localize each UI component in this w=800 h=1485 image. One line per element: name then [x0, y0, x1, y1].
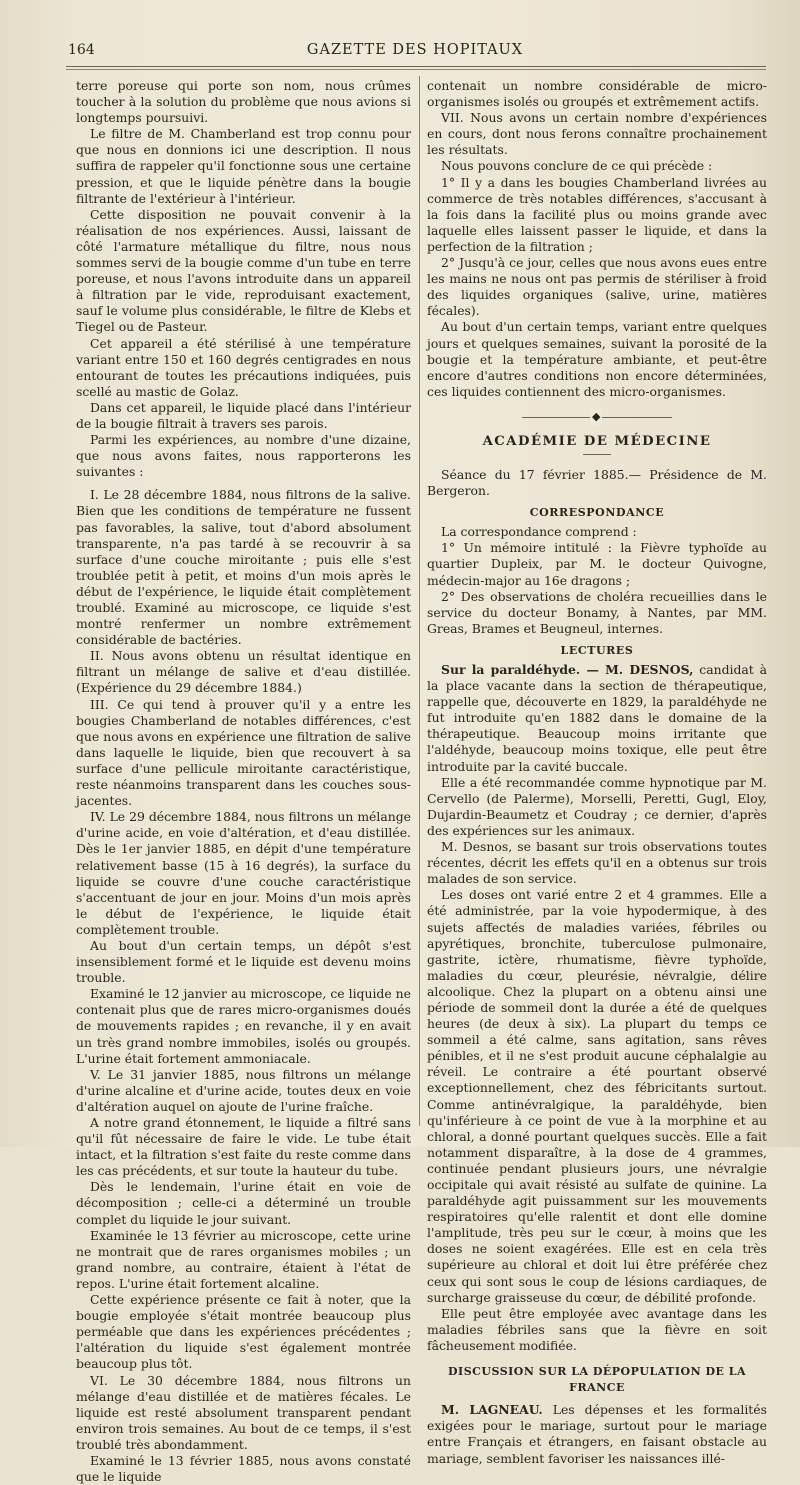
- paraldehyde-paragraph: Les doses ont varié entre 2 et 4 grammes. Elle a été administrée, par la voie hypodermique, à des sujets affectés de maladies variées, fébriles ou apyrétiques, bronchite, tuberculose pulmonaire, gastrite, ictère, rhumatisme, fièvre typhoïde, maladies du cœur, pleurésie, névralgie, délire alcoolique. Chez la plupart on a obtenu ainsi une période de sommeil dont la durée a été de quelques heures (de deux à six). La plupart du temps ce sommeil a été calme, sans agitation, sans rêves pénibles, et il ne s'est produit aucune céphalalgie au réveil. Le contraire a été pourtant observé exceptionnellement, chez des fébricitants surtout. Comme antinévralgique, la paraldéhyde, bien qu'inférieure à ce point de vue à la morphine et au chloral, a donné pourtant quelques succès. Elle a fait notamment disparaître, à la dose de 4 grammes, continuée pendant plusieurs jours, une névralgie occipitale qui avait résisté au sulfate de quinine. La paraldéhyde agit puissamment sur les mouvements respiratoires qu'elle ralentit et dont elle domine l'amplitude, très peu sur le cœur, à moins que les doses ne soient exagérées. Elle est en cela très supérieure au chloral et doit lui être préférée chez ceux qui sont sous le coup de lésions cardiaques, de surcharge graisseuse du cœur, de débilité profonde.: [427, 887, 767, 1305]
- paraldehyde-runin: Sur la paraldéhyde. — M. DESNOS,: [441, 662, 694, 677]
- article-paragraph: Au bout d'un certain temps, variant entre quelques jours et quelques semaines, suivant la porosité de la bougie et la température ambiante, et peut-être encore d'autres conditions non encore déterminées, ces liquides contiennent des micro-organismes.: [427, 319, 767, 399]
- paraldehyde-paragraph: M. Desnos, se basant sur trois observations toutes récentes, décrit les effets qu'il en a obtenus sur trois malades de son service.: [427, 839, 767, 887]
- paraldehyde-paragraph: [427, 662, 767, 775]
- article-paragraph: Examiné le 12 janvier au microscope, ce liquide ne contenait plus que de rares micro-organismes doués de mouvements rapides ; en revanche, il y en avait un très grand nombre immobiles, isolés ou groupés. L'urine était fortement ammoniacale.: [76, 986, 411, 1066]
- right-column-intro: [427, 78, 767, 400]
- article-paragraph: terre poreuse qui porte son nom, nous crûmes toucher à la solution du problème que nous avions si longtemps poursuivi.: [76, 78, 411, 126]
- article-paragraph: Le filtre de M. Chamberland est trop connu pour que nous en donnions ici une description. Il nous suffira de rappeler qu'il fonctionne sous une certaine pression, et que le liquide pénètre dans la bougie filtrante de l'extérieur à l'intérieur.: [76, 126, 411, 206]
- article-paragraph: Cette disposition ne pouvait convenir à la réalisation de nos expériences. Aussi, laissant de côté l'armature métallique du filtre, nous nous sommes servi de la bougie comme d'un tube en terre poreuse, et nous l'avons introduite dans un appareil à filtration par le vide, reproduisant exactement, sauf le volume plus considérable, le filtre de Klebs et Tiegel ou de Pasteur.: [76, 206, 411, 335]
- article-paragraph: Cette expérience présente ce fait à noter, que la bougie employée s'était montrée beaucoup plus perméable que dans les expériences précédentes ; l'altération du liquide s'est également montrée beaucoup plus tôt.: [76, 1292, 411, 1372]
- column-divider: [419, 76, 420, 1126]
- article-paragraph: Examinée le 13 février au microscope, cette urine ne montrait que de rares organismes mobiles ; un grand nombre, au contraire, étaient à l'état de repos. L'urine était fortement alcaline.: [76, 1227, 411, 1291]
- article-paragraph: Dès le lendemain, l'urine était en voie de décomposition ; celle-ci a déterminé un trouble complet du liquide le jour suivant.: [76, 1179, 411, 1227]
- discussion-heading: DISCUSSION SUR LA DÉPOPULATION DE LA FRANCE: [448, 1365, 746, 1395]
- article-paragraph: Dans cet appareil, le liquide placé dans l'intérieur de la bougie filtrait à travers ses parois.: [76, 399, 411, 431]
- article-paragraph: A notre grand étonnement, le liquide a filtré sans qu'il fût nécessaire de faire le vide. Le tube était intact, et la filtration s'est faite du reste comme dans les cas précédents, et sur toute la hauteur du tube.: [76, 1115, 411, 1179]
- correspondance-heading: CORRESPONDANCE: [529, 506, 665, 520]
- correspondance-intro: La correspondance comprend :: [441, 524, 637, 540]
- lectures-heading: LECTURES: [560, 643, 634, 657]
- section-separator: [522, 414, 672, 422]
- academy-title: ACADÉMIE DE MÉDECINE: [482, 433, 712, 449]
- article-paragraph: II. Nous avons obtenu un résultat identique en filtrant un mélange de salive et d'eau distillée. (Expérience du 29 décembre 1884.): [76, 648, 411, 696]
- discussion-text: Les dépenses et les formalités exigées pour le mariage, surtout pour le mariage entre Français et étrangers, en faisant obstacle au mariage, semblent favoriser les naissances illé-: [427, 1402, 767, 1466]
- article-paragraph: contenait un nombre considérable de micro-organismes isolés ou groupés et extrêmement actifs.: [427, 78, 767, 110]
- article-paragraph: III. Ce qui tend à prouver qu'il y a entre les bougies Chamberland de notables différences, c'est que nous avons en expérience une filtration de salive dans laquelle le liquide, bien que recouvert à sa surface d'une pellicule miroitante caractéristique, reste néanmoins transparent dans les couches sous-jacentes.: [76, 696, 411, 809]
- article-paragraph: V. Le 31 janvier 1885, nous filtrons un mélange d'urine alcaline et d'urine acide, toutes deux en voie d'altération auquel on ajoute de l'urine fraîche.: [76, 1066, 411, 1114]
- discussion-paragraph: [427, 1402, 767, 1466]
- left-column: [76, 78, 411, 1485]
- paraldehyde-paragraph: Elle peut être employée avec avantage dans les maladies fébriles sans que la fièvre en soit fâcheusement modifiée.: [427, 1305, 767, 1353]
- paraldehyde-text: candidat à la place vacante dans la section de thérapeutique, rappelle que, découverte en 1829, la paraldéhyde ne fut introduite qu'en 1882 dans le domaine de la thérapeutique. Beaucoup moins irritante que l'aldéhyde, beaucoup moins toxique, elle peut être introduite par la cavité buccale.: [427, 662, 767, 774]
- article-paragraph: Parmi les expériences, au nombre d'une dizaine, que nous avons faites, nous rapporterons les suivantes :: [76, 432, 411, 480]
- article-paragraph: Au bout d'un certain temps, un dépôt s'est insensiblement formé et le liquide est devenu moins trouble.: [76, 937, 411, 986]
- article-paragraph: IV. Le 29 décembre 1884, nous filtrons un mélange d'urine acide, en voie d'altération, et d'eau distillée. Dès le 1er janvier 1885, en dépit d'une température relativement basse (15 à 16 degrés), la surface du liquide se couvre d'une couche caractéristique s'accentuant de jour en jour. Moins d'un mois après le début de l'expérience, le liquide était complètement trouble.: [76, 809, 411, 937]
- paraldehyde-paragraph: Elle a été recommandée comme hypnotique par M. Cervello (de Palerme), Morselli, Peretti, Gugl, Eloy, Dujardin-Beaumetz et Coudray ; ce dernier, d'après des expériences sur les animaux.: [427, 774, 767, 838]
- correspondance-item: 1° Un mémoire intitulé : la Fièvre typhoïde au quartier Dupleix, par M. le docteur Quivogne, médecin-major au 16e dragons ;: [427, 540, 767, 588]
- article-paragraph: Examiné le 13 février 1885, nous avons constaté que le liquide: [76, 1452, 411, 1485]
- article-paragraph: I. Le 28 décembre 1884, nous filtrons de la salive. Bien que les conditions de température ne fussent pas favorables, la salive, tout d'abord absolument transparente, n'a pas tardé à se recouvrir à sa surface d'une couche miroitante ; puis elle s'est troublée petit à petit, et moins d'un mois après le début de l'expérience, le liquide était complètement troublé. Examiné au microscope, ce liquide s'est montré renfermer un nombre extrêmement considérable de bactéries.: [76, 487, 411, 648]
- header-rule: [66, 66, 766, 67]
- article-paragraph: 1° Il y a dans les bougies Chamberland livrées au commerce de très notables différences, s'accusant à la fois dans la facilité plus ou moins grande avec laquelle elles laissent passer le liquide, et dans la perfection de la filtration ;: [427, 174, 767, 254]
- article-paragraph: Nous pouvons conclure de ce qui précède :: [441, 158, 713, 174]
- article-paragraph: VI. Le 30 décembre 1884, nous filtrons un mélange d'eau distillée et de matières fécales. Le liquide est resté absolument transparent pendant environ trois semaines. Au bout de ce temps, il s'est troublé très abondamment.: [76, 1372, 411, 1452]
- article-paragraph: VII. Nous avons un certain nombre d'expériences en cours, dont nous ferons connaître prochainement les résultats.: [427, 110, 767, 158]
- right-column: [427, 78, 767, 1467]
- page-header: [60, 40, 770, 64]
- title-underline: [583, 454, 611, 455]
- session-line: Séance du 17 février 1885.— Présidence de M. Bergeron.: [427, 466, 767, 499]
- correspondance-item: 2° Des observations de choléra recueillies dans le service du docteur Bonamy, à Nantes, par MM. Greas, Brames et Beugneul, internes.: [427, 588, 767, 636]
- article-paragraph: Cet appareil a été stérilisé à une température variant entre 150 et 160 degrés centigrades en nous entourant de toutes les précautions indiquées, puis scellé au mastic de Golaz.: [76, 335, 411, 399]
- article-paragraph: 2° Jusqu'à ce jour, celles que nous avons eues entre les mains ne nous ont pas permis de stériliser à froid des liquides organiques (salive, urine, matières fécales).: [427, 255, 767, 319]
- page-number: 164: [68, 42, 95, 58]
- journal-title: GAZETTE DES HOPITAUX: [306, 42, 524, 58]
- header-rule-double: [66, 69, 766, 70]
- discussion-runin: M. LAGNEAU.: [441, 1402, 543, 1418]
